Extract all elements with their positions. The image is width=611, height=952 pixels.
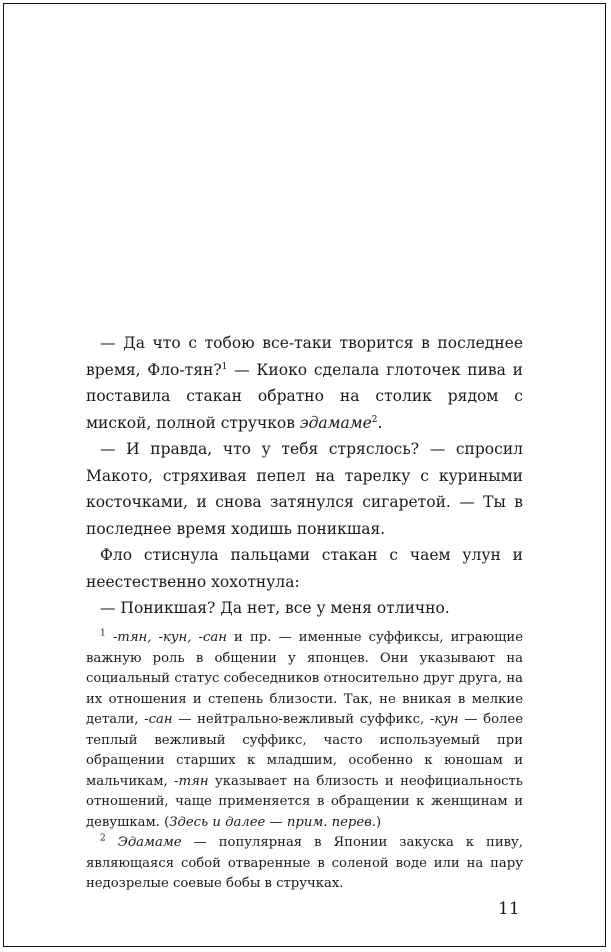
text-run: и пр. — именные суффиксы, играющие важную роль в общении у японцев. Они указывают на социальный статус собеседников относительно друг друга, на их отношения и степень близости. Так, не вникая в мелкие детали, bbox=[86, 630, 523, 727]
paragraph-4: — Поникшая? Да нет, все у меня отлично. bbox=[100, 599, 450, 617]
text-run: ) bbox=[376, 814, 382, 830]
footnote-1 bbox=[86, 628, 523, 833]
italic-term: -сан bbox=[144, 712, 173, 727]
text-run: — нейтрально-вежливый суффикс, bbox=[172, 712, 430, 727]
footnote-number: 1 bbox=[100, 628, 106, 639]
italic-term: Эдамаме bbox=[105, 835, 182, 850]
italic-term: -тян, -кун, -сан bbox=[105, 630, 227, 645]
italic-term: -кун bbox=[429, 712, 459, 727]
book-page bbox=[3, 3, 606, 947]
paragraph-1 bbox=[86, 330, 523, 436]
italic-term: -тян bbox=[174, 773, 209, 789]
text-run: — Да что с тобою все-таки творится в последнее время, Фло-тян? bbox=[86, 334, 523, 379]
footnote-2 bbox=[86, 833, 523, 895]
footnote-number: 2 bbox=[100, 833, 106, 844]
footnotes bbox=[86, 628, 523, 895]
italic-term: Здесь и далее — прим. перев. bbox=[169, 814, 377, 830]
text-run: . bbox=[377, 413, 383, 432]
page-number: 11 bbox=[498, 899, 520, 919]
main-text bbox=[86, 330, 523, 622]
text-run: — Киоко сделала глоточек пива и поставила стакан обратно на столик рядом с миской, полной стручков bbox=[86, 360, 523, 432]
text-run: указывает на близость и неофициальность отношений, чаще применяется в обращении к женщинам и девушкам. ( bbox=[86, 773, 523, 830]
text-run: — популярная в Японии закуска к пиву, являющаяся собой отваренные в соленой воде или на пару недозрелые соевые бобы в стручках. bbox=[86, 835, 523, 891]
footnote-ref-2: 2 bbox=[371, 414, 378, 425]
italic-term: эдамаме bbox=[299, 413, 372, 432]
footnote-ref-1: 1 bbox=[221, 361, 228, 372]
paragraph-3: Фло стиснула пальцами стакан с чаем улун и неестественно хохотнула: bbox=[86, 546, 523, 591]
text-run: — более теплый вежливый суффикс, часто используемый при обращении старших к младшим, особенно к юношам и мальчикам, bbox=[86, 712, 523, 789]
paragraph-2: — И правда, что у тебя стряслось? — спросил Макото, стряхивая пепел на тарелку с куриными косточками, и снова затянулся сигаретой. — Ты в последнее время ходишь поникшая. bbox=[86, 440, 523, 538]
